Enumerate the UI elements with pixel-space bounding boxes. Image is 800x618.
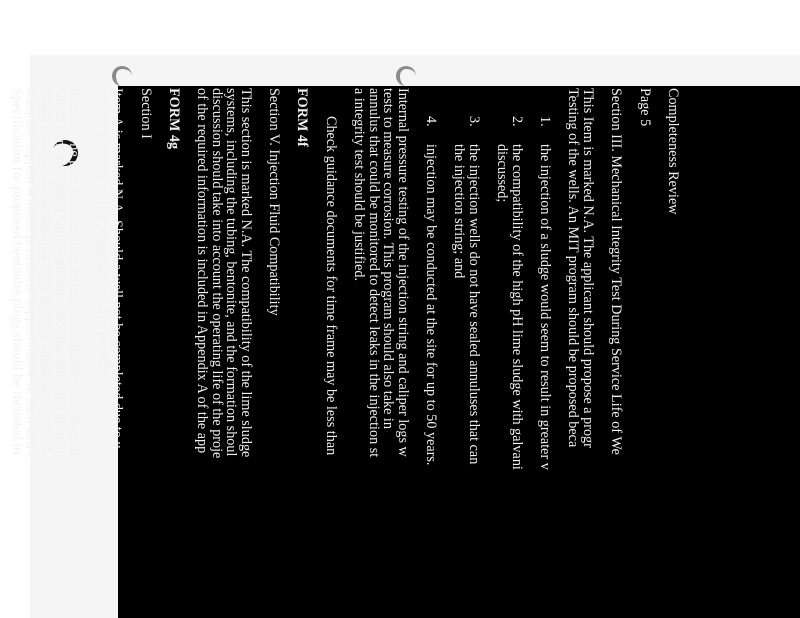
item-a-line: on how the well will be plugged should be provided. bbox=[94, 88, 111, 387]
section-3-line: Testing of the wells. An MIT program should be proposed beca bbox=[565, 88, 582, 448]
internal-line: annulus that could be monitored to detect leaks in the injection st bbox=[365, 88, 382, 458]
section-5-line: systems, including the tubing, bentonite, and the formation shoul bbox=[223, 88, 240, 457]
check-note: Check guidance documents for time frame may be less than bbox=[322, 116, 339, 456]
item-d-line: Item D. The plan indicates that an inflatable bladder will be used bbox=[66, 88, 83, 456]
section-5-line: of the required information is included in Appendix A of the app bbox=[194, 88, 211, 454]
item-d-line: Specification for proposed bentonite plugs should be included in bbox=[8, 88, 25, 455]
item-d-line: adequate support without permanent support below it, such as a c bbox=[23, 88, 40, 459]
form-4g-heading: FORM 4g bbox=[166, 88, 183, 150]
list-item: 2.the compatibility of the high pH lime sludge with galvani bbox=[508, 116, 525, 470]
form-4f-heading: FORM 4f bbox=[294, 88, 311, 147]
section-5-line: This section is marked N.A. The compatibility of the lime sludge bbox=[237, 88, 254, 458]
item-d-line: bladder will be discontinued and the bladder will deflate. Will th bbox=[37, 88, 54, 454]
binder-hole-2 bbox=[396, 66, 416, 86]
header: Completeness Review bbox=[665, 88, 681, 215]
list-item: 4.injection may be conducted at the site for up to 50 years. bbox=[422, 116, 439, 466]
section-3-title: Section III. Mechanical Integrity Test During Service Life of We bbox=[608, 88, 625, 455]
section-3-line: This Item is marked N.A. The applicant should propose a progr bbox=[579, 88, 596, 448]
internal-line: tests to measure corrosion. This program should also take in bbox=[380, 88, 397, 429]
page-number: Page 5 bbox=[636, 88, 653, 127]
section-5-title: Section V. Injection Fluid Compatibility bbox=[266, 88, 283, 316]
item-d-line: which bentonite grout will be placed. Once the bentonite grout h bbox=[52, 88, 69, 455]
section-5-line: discussion should take into account the operating life of the proje bbox=[208, 88, 225, 459]
list-item: 1.the injection of a sludge would seem to result in greater v bbox=[536, 116, 553, 470]
list-item: 3.the injection wells do not have sealed annuluses that can bbox=[465, 116, 482, 465]
binder-hole-1 bbox=[112, 66, 132, 86]
item-a-line: Item A is marked N.A. Should a well not be completed due to u bbox=[109, 88, 126, 449]
document-text bbox=[8, 88, 681, 618]
list-item-cont: discussed; bbox=[494, 144, 511, 203]
scanned-document bbox=[8, 86, 800, 618]
internal-line: Internal pressure testing of the injection string and caliper logs w bbox=[394, 88, 411, 457]
internal-line: a integrity test should be justified. bbox=[351, 88, 368, 282]
list-item-cont: the injection string; and bbox=[451, 144, 468, 279]
section-1-title: Section I bbox=[137, 88, 154, 139]
